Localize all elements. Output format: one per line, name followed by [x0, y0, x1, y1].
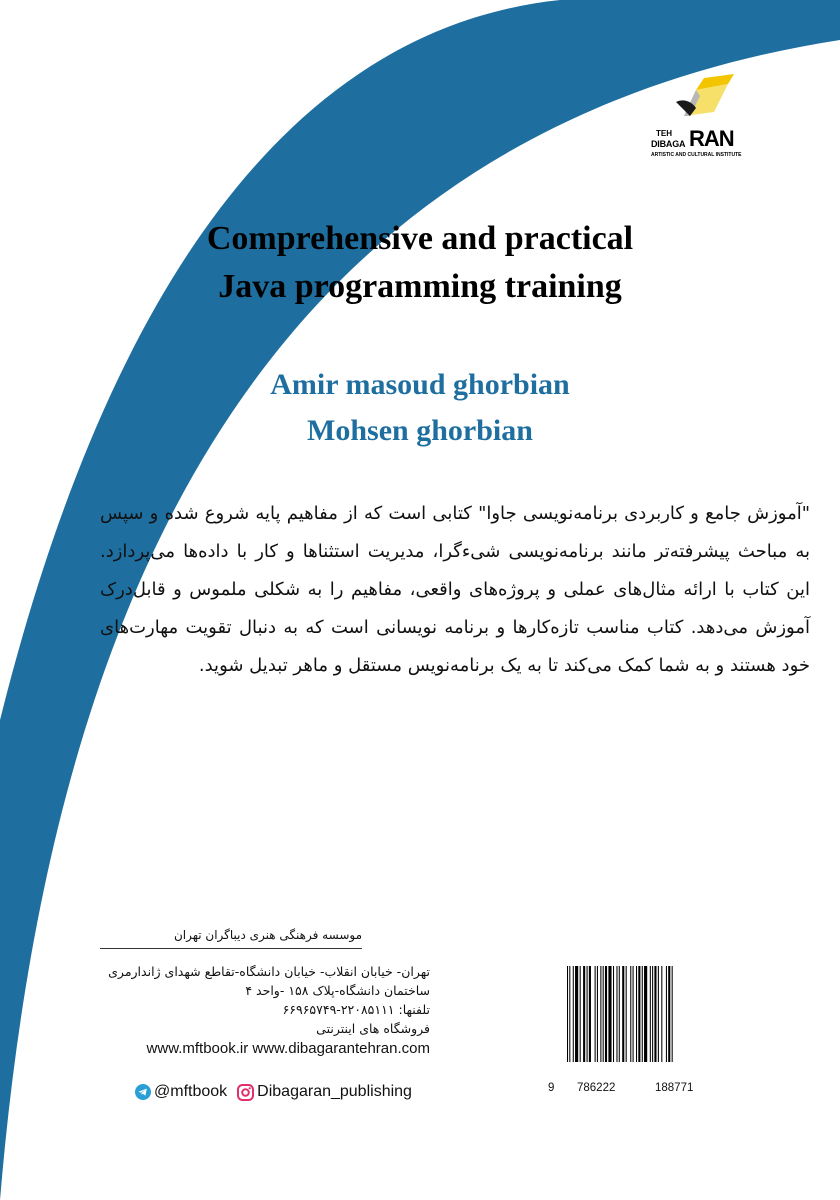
- title-line: Comprehensive and practical: [206, 220, 634, 257]
- logo-tagline: ARTISTIC AND CULTURAL INSTITUTE: [651, 152, 742, 158]
- website-links: www.mftbook.ir www.dibagarantehran.com: [146, 1040, 430, 1057]
- telegram-icon: [135, 1084, 151, 1100]
- instagram-icon: [237, 1084, 254, 1101]
- logo-wordmark-left: DIBAGA: [651, 139, 686, 149]
- publisher-logo: [648, 72, 748, 167]
- authors: [140, 362, 700, 454]
- instagram-handle-group: [237, 1083, 412, 1101]
- address-line: تهران- خیابان انقلاب- خیابان دانشگاه-تقاطع شهدای ژاندارمری: [108, 964, 430, 979]
- online-stores-label: فروشگاه های اینترنتی: [316, 1021, 430, 1036]
- logo-wordmark-top: TEH: [656, 129, 672, 138]
- instagram-handle: Dibagaran_publishing: [257, 1083, 412, 1100]
- publisher-address: [60, 962, 430, 1038]
- isbn-group-2: 188771: [655, 1082, 694, 1094]
- publisher-name: موسسه فرهنگی هنری دیباگران تهران: [100, 928, 362, 949]
- isbn-prefix: 9: [548, 1082, 555, 1094]
- isbn-group-1: 786222: [577, 1082, 616, 1094]
- book-logo-icon: [670, 72, 740, 118]
- phone-line: تلفنها: ۲۲۰۸۵۱۱۱-۶۶۹۶۵۷۴۹: [282, 1002, 430, 1017]
- social-handles: [135, 1081, 422, 1103]
- author-name: Mohsen ghorbian: [307, 414, 533, 447]
- telegram-handle: @mftbook: [154, 1083, 228, 1100]
- logo-wordmark-main: RAN: [689, 126, 734, 151]
- author-name: Amir masoud ghorbian: [270, 368, 570, 401]
- address-line: ساختمان دانشگاه-پلاک ۱۵۸ -واحد ۴: [245, 983, 430, 998]
- title-line: Java programming training: [218, 268, 622, 305]
- telegram-handle-group: [135, 1083, 227, 1101]
- book-title: [140, 215, 700, 311]
- book-description: "آموزش جامع و کاربردی برنامه‌نویسی جاوا" کتابی است که از مفاهیم پایه شروع شده و سپس به مباحث پیشرفته‌تر مانند برنامه‌نویسی شیءگرا، مدیریت استثناها و کار با داده‌ها می‌پردازد. این کتاب با ارائه مثال‌های عملی و پروژه‌های واقعی، مفاهیم را به شکلی ملموس و قابل‌درک آموزش می‌دهد. کتاب مناسب تازه‌کارها و برنامه نویسانی است که به دنبال تقویت مهارت‌های خود هستند و به شما کمک می‌کند تا به یک برنامه‌نویس مستقل و ماهر تبدیل شوید.: [100, 503, 810, 676]
- isbn-barcode: [565, 966, 725, 1062]
